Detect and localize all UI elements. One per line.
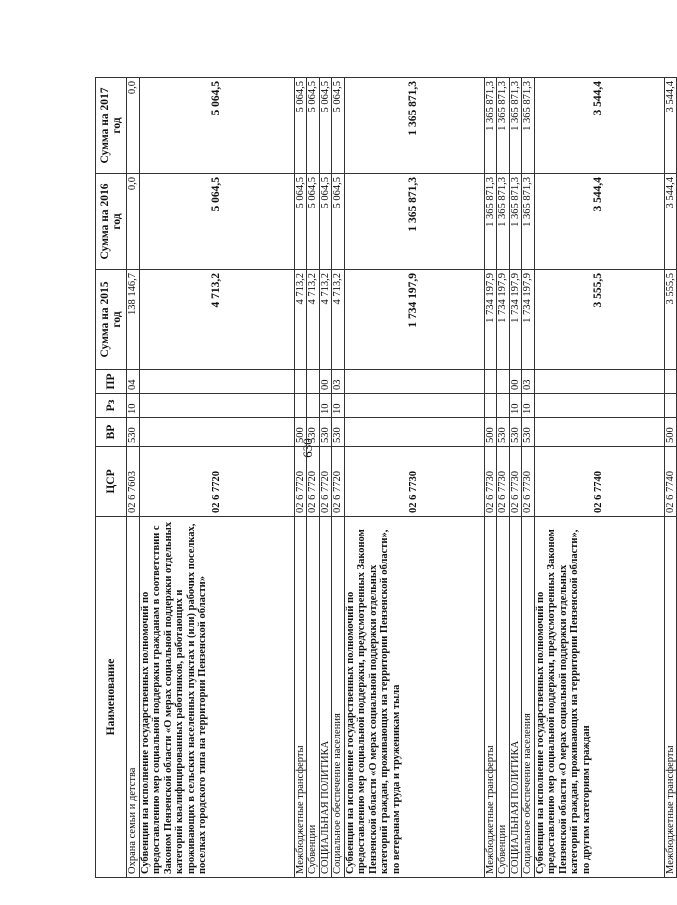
row-sum-2015: 4 713,2: [139, 270, 294, 370]
row-sum-2016: 3 544,4: [664, 174, 677, 270]
row-sum-2017: 5 064,5: [332, 78, 345, 174]
row-csr: 02 6 7730: [509, 447, 522, 517]
row-pr: [664, 370, 677, 394]
row-sum-2017: 5 064,5: [319, 78, 332, 174]
row-rz: [664, 394, 677, 418]
row-name: Межбюджетные трансферты: [664, 517, 677, 878]
row-rz: [497, 394, 510, 418]
row-name: Субвенции: [307, 517, 320, 878]
row-rz: 10: [319, 394, 332, 418]
row-vr: [139, 418, 294, 447]
row-vr: [534, 418, 664, 447]
row-sum-2015: 3 555,5: [664, 270, 677, 370]
row-vr: 530: [307, 418, 320, 447]
row-pr: [294, 370, 307, 394]
row-sum-2016: 1 365 871,3: [509, 174, 522, 270]
table-row: [332, 78, 345, 878]
row-sum-2015: 4 713,2: [307, 270, 320, 370]
header-name: Наименование: [96, 517, 127, 878]
row-sum-2017: 5 064,5: [294, 78, 307, 174]
row-rz: 10: [332, 394, 345, 418]
row-csr: 02 6 7720: [332, 447, 345, 517]
row-csr: 02 6 7720: [139, 447, 294, 517]
row-vr: 500: [484, 418, 497, 447]
row-sum-2017: 1 365 871,3: [344, 78, 484, 174]
row-rz: [484, 394, 497, 418]
row-vr: 530: [332, 418, 345, 447]
row-name: Субвенции: [497, 517, 510, 878]
row-sum-2017: 1 365 871,3: [509, 78, 522, 174]
header-sum-2015: Сумма на 2015 год: [96, 270, 127, 370]
row-vr: 530: [509, 418, 522, 447]
row-name: Межбюджетные трансферты: [294, 517, 307, 878]
row-rz: [307, 394, 320, 418]
header-vr: ВР: [96, 418, 127, 447]
row-csr: 02 6 7730: [522, 447, 535, 517]
table-header-row: [96, 78, 127, 878]
row-sum-2015: 1 734 197,9: [509, 270, 522, 370]
row-sum-2015: 4 713,2: [332, 270, 345, 370]
table-row: [139, 78, 294, 878]
row-rz: 10: [522, 394, 535, 418]
row-vr: 530: [522, 418, 535, 447]
row-name: Охрана семьи и детства: [127, 517, 140, 878]
row-csr: 02 6 7730: [484, 447, 497, 517]
table-row: [497, 78, 510, 878]
row-rz: [534, 394, 664, 418]
row-sum-2016: 5 064,5: [319, 174, 332, 270]
row-sum-2015: 3 555,5: [534, 270, 664, 370]
row-pr: [307, 370, 320, 394]
row-csr: 02 6 7720: [294, 447, 307, 517]
table-row: [319, 78, 332, 878]
row-sum-2015: 1 734 197,9: [522, 270, 535, 370]
row-sum-2017: 3 544,4: [534, 78, 664, 174]
row-sum-2015: 1 734 197,9: [344, 270, 484, 370]
row-sum-2016: 1 365 871,3: [522, 174, 535, 270]
row-sum-2016: 5 064,5: [294, 174, 307, 270]
header-sum-2016: Сумма на 2016 год: [96, 174, 127, 270]
row-sum-2016: 5 064,5: [307, 174, 320, 270]
row-sum-2016: 1 365 871,3: [497, 174, 510, 270]
row-pr: [497, 370, 510, 394]
row-pr: 00: [319, 370, 332, 394]
row-pr: [534, 370, 664, 394]
row-sum-2016: 5 064,5: [332, 174, 345, 270]
row-sum-2017: 5 064,5: [139, 78, 294, 174]
row-name: Социальное обеспечение населения: [522, 517, 535, 878]
row-csr: 02 6 7730: [497, 447, 510, 517]
row-rz: [344, 394, 484, 418]
row-vr: 530: [319, 418, 332, 447]
row-vr: 530: [127, 418, 140, 447]
row-name: СОЦИАЛЬНАЯ ПОЛИТИКА: [509, 517, 522, 878]
row-sum-2016: 3 544,4: [534, 174, 664, 270]
table-row: [534, 78, 664, 878]
header-rz: Рз: [96, 394, 127, 418]
row-rz: 10: [509, 394, 522, 418]
row-name: Субвенции на исполнение государственных полномочий по предоставлению мер социальной поддержки, предусмотренных Законом Пензенской области «О мерах социальной поддержки отдельных категорий граждан, проживающих на территории Пензенской области», по ветеранам труда и труженикам тыла: [344, 517, 484, 878]
row-pr: 00: [509, 370, 522, 394]
row-sum-2017: 0,0: [127, 78, 140, 174]
row-pr: [139, 370, 294, 394]
row-csr: 02 6 7740: [534, 447, 664, 517]
row-pr: 04: [127, 370, 140, 394]
row-pr: 03: [522, 370, 535, 394]
row-sum-2015: 1 734 197,9: [497, 270, 510, 370]
row-vr: 500: [294, 418, 307, 447]
row-csr: 02 6 7720: [319, 447, 332, 517]
table-body: [127, 78, 677, 878]
table-row: [522, 78, 535, 878]
table-row: [509, 78, 522, 878]
table-row: [344, 78, 484, 878]
row-name: Субвенции на исполнение государственных полномочий по предоставлению мер социальной поддержки гражданам в соответствии с Законом Пензенской области «О мерах социальной поддержки отдельных категорий квалифицированных работников, работающих и проживающих в сельских населенных пунктах и (или) рабочих поселках, поселках городского типа на территории Пензенской области»: [139, 517, 294, 878]
table-row: [294, 78, 307, 878]
row-vr: 500: [664, 418, 677, 447]
row-sum-2017: 1 365 871,3: [484, 78, 497, 174]
header-csr: ЦСР: [96, 447, 127, 517]
header-pr: ПР: [96, 370, 127, 394]
row-vr: [344, 418, 484, 447]
row-sum-2017: 1 365 871,3: [522, 78, 535, 174]
row-sum-2017: 3 544,4: [664, 78, 677, 174]
row-csr: 02 6 7603: [127, 447, 140, 517]
table-row: [127, 78, 140, 878]
row-rz: [139, 394, 294, 418]
row-pr: [484, 370, 497, 394]
row-csr: 02 6 7740: [664, 447, 677, 517]
row-sum-2015: 138 146,7: [127, 270, 140, 370]
row-csr: 02 6 7720: [307, 447, 320, 517]
row-sum-2017: 5 064,5: [307, 78, 320, 174]
row-name: СОЦИАЛЬНАЯ ПОЛИТИКА: [319, 517, 332, 878]
table-row: [664, 78, 677, 878]
row-name: Субвенции на исполнение государственных полномочий по предоставлению мер социальной поддержки, предусмотренных Законом Пензенской области «О мерах социальной поддержки отдельных категорий граждан, проживающих на территории Пензенской области», по другим категориям граждан: [534, 517, 664, 878]
row-sum-2016: 5 064,5: [139, 174, 294, 270]
row-name: Межбюджетные трансферты: [484, 517, 497, 878]
row-vr: 530: [497, 418, 510, 447]
budget-table-sheet: [95, 78, 676, 878]
row-pr: [344, 370, 484, 394]
row-rz: [294, 394, 307, 418]
table-row: [484, 78, 497, 878]
row-sum-2015: 1 734 197,9: [484, 270, 497, 370]
row-rz: 10: [127, 394, 140, 418]
row-csr: 02 6 7730: [344, 447, 484, 517]
header-sum-2017: Сумма на 2017 год: [96, 78, 127, 174]
row-sum-2016: 1 365 871,3: [344, 174, 484, 270]
page-number: 630: [300, 438, 315, 458]
row-sum-2016: 0,0: [127, 174, 140, 270]
row-sum-2015: 4 713,2: [294, 270, 307, 370]
row-sum-2016: 1 365 871,3: [484, 174, 497, 270]
row-sum-2017: 1 365 871,3: [497, 78, 510, 174]
row-sum-2015: 4 713,2: [319, 270, 332, 370]
budget-table: [95, 77, 677, 878]
row-name: Социальное обеспечение населения: [332, 517, 345, 878]
table-row: [307, 78, 320, 878]
row-pr: 03: [332, 370, 345, 394]
